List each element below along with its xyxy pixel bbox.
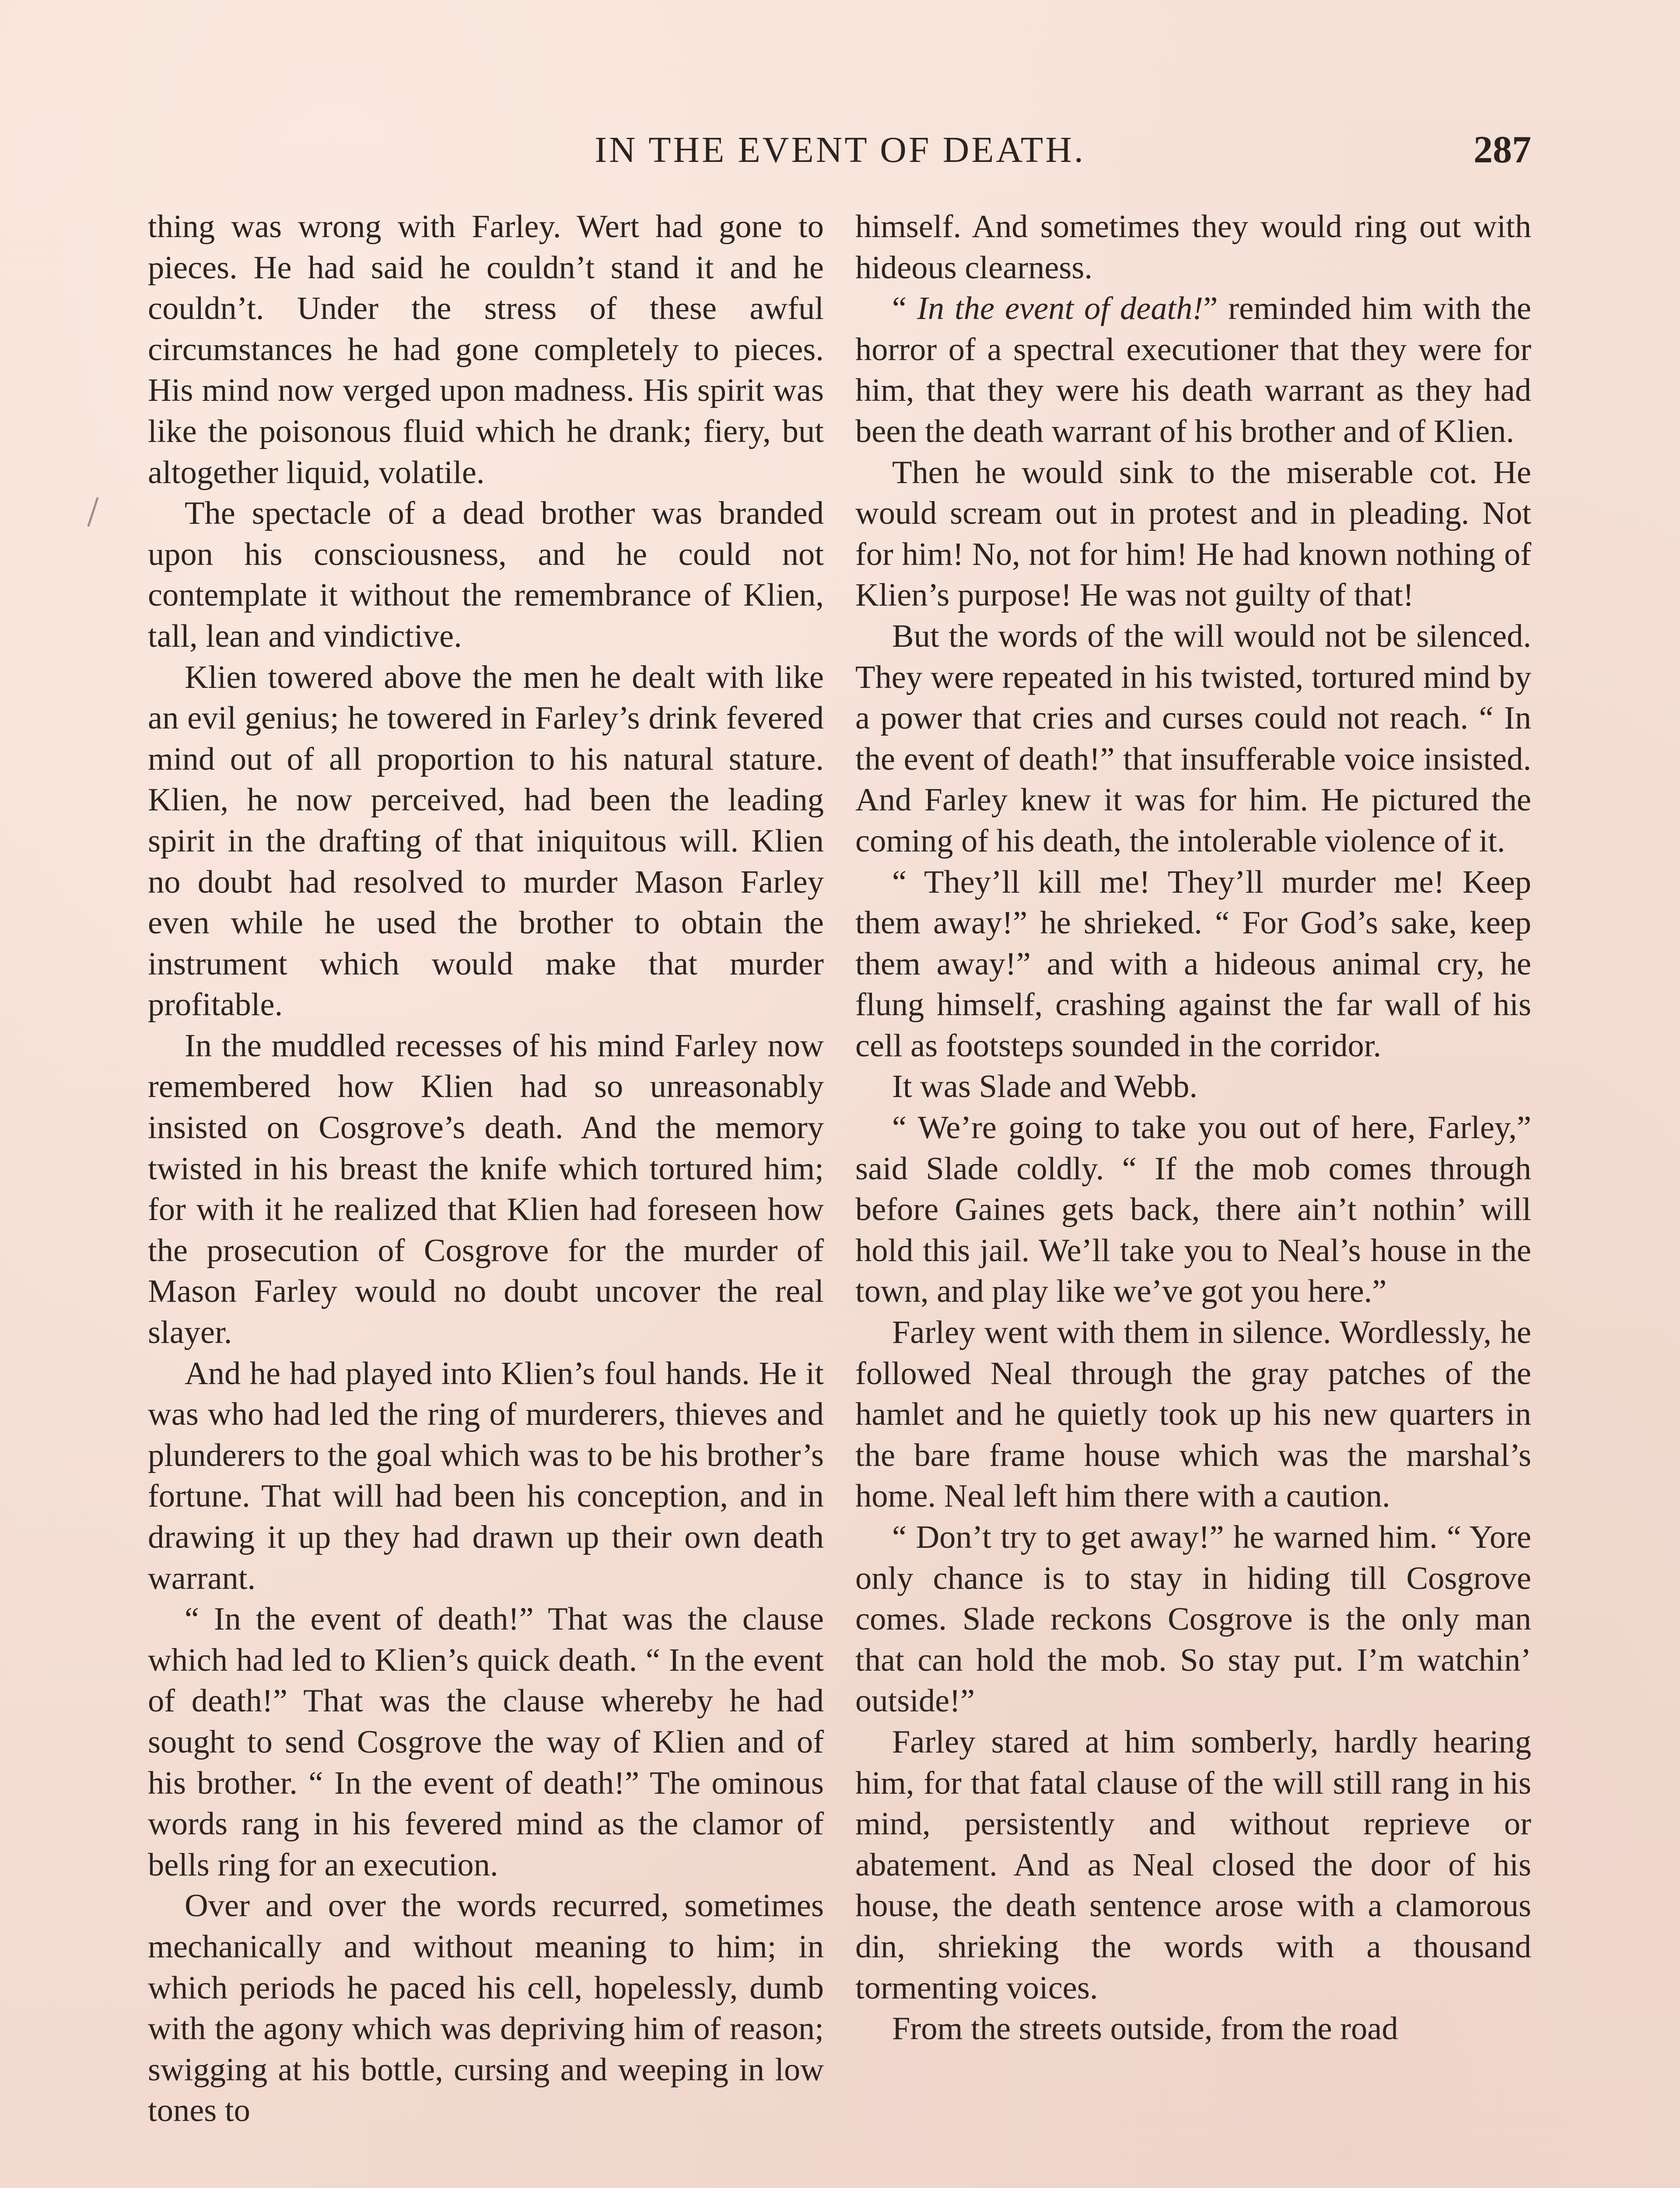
right-text-column [855, 207, 1531, 2188]
paragraph: “ In the event of death!” reminded him with the horror of a spectral executioner that they were for him, that they were his death warrant as they had been the death warrant of his brother and of Klien. [855, 291, 1531, 449]
running-head: IN THE EVENT OF DEATH. [595, 130, 1085, 170]
paragraph: In the muddled recesses of his mind Farley now remembered how Klien had so unreasonably insisted on Cosgrove’s death. And the memory twisted in his breast the knife which tortured him; for with it he realized that Klien had foreseen how the prosecution of Cosgrove for the murder of Mason Farley would no doubt uncover the real slayer. [148, 1027, 824, 1351]
paragraph: But the words of the will would not be silenced. They were repeated in his twisted, tortured mind by a power that cries and curses could not reach. “ In the event of death!” that insufferable voice insisted. And Farley knew it was for him. He pictured the coming of his death, the intolerable violence of it. [855, 618, 1531, 859]
italic-phrase: In the event of death! [917, 291, 1204, 327]
paragraph: And he had played into Klien’s foul hands. He it was who had led the ring of murderers, thieves and plunderers to the goal which was to be his brother’s fortune. That will had been his conception, and in drawing it up they had drawn up their own death warrant. [148, 1355, 824, 1596]
left-text-column [148, 207, 824, 2188]
page-number: 287 [1474, 129, 1531, 171]
margin-pencil-mark [87, 497, 98, 527]
paragraph: The spectacle of a dead brother was branded upon his consciousness, and he could not contemplate it without the remembrance of Klien, tall, lean and vindictive. [148, 495, 824, 654]
paragraph: Over and over the words recurred, sometimes mechanically and without meaning to him; in which periods he paced his cell, hopelessly, dumb with the agony which was depriving him of reason; swigging at his bottle, cursing and weeping in low tones to [148, 1888, 824, 2129]
paragraph: From the streets outside, from the road [892, 2011, 1398, 2047]
paragraph: “ They’ll kill me! They’ll murder me! Keep them away!” he shrieked. “ For God’s sake, keep them away!” and with a hideous animal cry, he flung himself, crashing against the far wall of his cell as footsteps sounded in the corridor. [855, 864, 1531, 1064]
paragraph: Then he would sink to the miserable cot. He would scream out in protest and in pleading. Not for him! No, not for him! He had known nothing of Klien’s purpose! He was not guilty of that! [855, 454, 1531, 614]
page-header [149, 126, 1531, 174]
paragraph: himself. And sometimes they would ring out with hideous clearness. [855, 209, 1531, 286]
paragraph: Farley went with them in silence. Wordlessly, he followed Neal through the gray patches of the hamlet and he quietly took up his new quarters in the bare frame house which was the marshal’s home. Neal left him there with a caution. [855, 1315, 1531, 1515]
paragraph: “ In the event of death!” That was the clause which had led to Klien’s quick death. “ In the event of death!” That was the clause whereby he had sought to send Cosgrove the way of Klien and of his brother. “ In the event of death!” The ominous words rang in his fevered mind as the clamor of bells ring for an execution. [148, 1601, 824, 1883]
paragraph: It was Slade and Webb. [892, 1069, 1198, 1105]
paragraph: thing was wrong with Farley. Wert had gone to pieces. He had said he couldn’t stand it and he couldn’t. Under the stress of these awful circumstances he had gone completely to pieces. His mind now verged upon madness. His spirit was like the poisonous fluid which he drank; fiery, but altogether liquid, volatile. [148, 209, 824, 491]
paragraph: “ Don’t try to get away!” he warned him. “ Yore only chance is to stay in hiding till Cosgrove comes. Slade reckons Cosgrove is the only man that can hold the mob. So stay put. I’m watchin’ outside!” [855, 1519, 1531, 1719]
paragraph: Klien towered above the men he dealt with like an evil genius; he towered in Farley’s drink fevered mind out of all proportion to his natural stature. Klien, he now perceived, had been the leading spirit in the drafting of that iniquitous will. Klien no doubt had resolved to murder Mason Farley even while he used the brother to obtain the instrument which would make that murder profitable. [148, 659, 824, 1023]
paragraph: Farley stared at him somberly, hardly hearing him, for that fatal clause of the will still rang in his mind, persistently and without reprieve or abatement. And as Neal closed the door of his house, the death sentence arose with a clamorous din, shrieking the words with a thousand tormenting voices. [855, 1724, 1531, 2006]
paragraph: “ We’re going to take you out of here, Farley,” said Slade coldly. “ If the mob comes through before Gaines gets back, there ain’t nothin’ will hold this jail. We’ll take you to Neal’s house in the town, and play like we’ve got you here.” [855, 1110, 1531, 1310]
